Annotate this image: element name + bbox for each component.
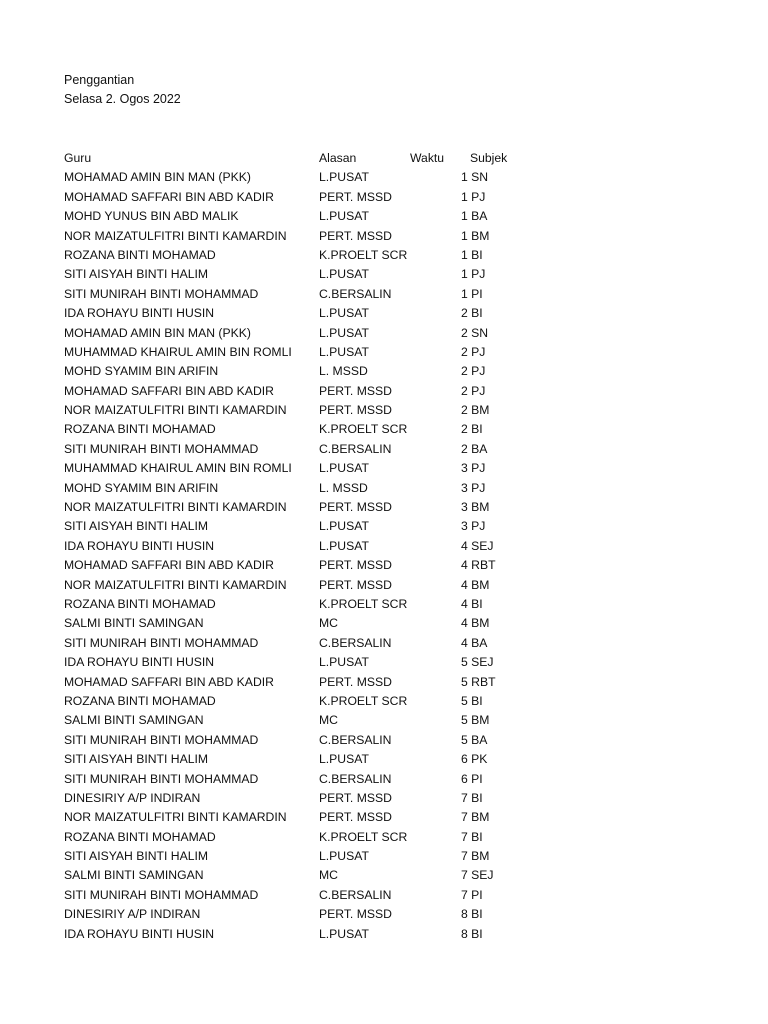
cell-guru: DINESIRIY A/P INDIRAN bbox=[64, 790, 201, 805]
cell-alasan: MC bbox=[319, 713, 338, 728]
cell-alasan: PERT. MSSD bbox=[319, 790, 392, 805]
cell-alasan: L.PUSAT bbox=[319, 267, 369, 282]
cell-guru: NOR MAIZATULFITRI BINTI KAMARDIN bbox=[64, 810, 287, 825]
cell-guru: ROZANA BINTI MOHAMAD bbox=[64, 596, 216, 611]
document-date: Selasa 2. Ogos 2022 bbox=[64, 92, 181, 106]
cell-alasan: PERT. MSSD bbox=[319, 403, 392, 418]
cell-guru: SALMI BINTI SAMINGAN bbox=[64, 868, 204, 883]
cell-subjek: 6 PK bbox=[461, 752, 488, 767]
cell-subjek: 2 PJ bbox=[461, 364, 486, 379]
cell-alasan: PERT. MSSD bbox=[319, 383, 392, 398]
table-row bbox=[64, 634, 534, 653]
cell-subjek: 4 BI bbox=[461, 596, 483, 611]
cell-alasan: C.BERSALIN bbox=[319, 887, 392, 902]
cell-guru: MUHAMMAD KHAIRUL AMIN BIN ROMLI bbox=[64, 461, 292, 476]
table-row bbox=[64, 556, 534, 575]
cell-guru: MOHD SYAMIM BIN ARIFIN bbox=[64, 480, 219, 495]
cell-guru: MOHD YUNUS BIN ABD MALIK bbox=[64, 209, 239, 224]
table-row bbox=[64, 440, 534, 459]
cell-alasan: L.PUSAT bbox=[319, 325, 369, 340]
cell-guru: NOR MAIZATULFITRI BINTI KAMARDIN bbox=[64, 577, 287, 592]
cell-subjek: 7 BI bbox=[461, 829, 483, 844]
cell-subjek: 2 BI bbox=[461, 306, 483, 321]
cell-subjek: 8 BI bbox=[461, 926, 483, 941]
cell-alasan: L.PUSAT bbox=[319, 519, 369, 534]
table-row bbox=[64, 285, 534, 304]
cell-subjek: 4 BM bbox=[461, 616, 490, 631]
cell-subjek: 6 PI bbox=[461, 771, 483, 786]
cell-subjek: 7 SEJ bbox=[461, 868, 494, 883]
cell-guru: IDA ROHAYU BINTI HUSIN bbox=[64, 655, 215, 670]
cell-alasan: PERT. MSSD bbox=[319, 228, 392, 243]
cell-alasan: L.PUSAT bbox=[319, 849, 369, 864]
cell-subjek: 5 SEJ bbox=[461, 655, 494, 670]
cell-subjek: 8 BI bbox=[461, 907, 483, 922]
table-row bbox=[64, 498, 534, 517]
table-row bbox=[64, 789, 534, 808]
table-row bbox=[64, 653, 534, 672]
table-row bbox=[64, 711, 534, 730]
table-row bbox=[64, 362, 534, 381]
table-row bbox=[64, 459, 534, 478]
table-header-row bbox=[64, 149, 534, 168]
table-row bbox=[64, 537, 534, 556]
cell-alasan: K.PROELT SCR bbox=[319, 829, 408, 844]
table-row bbox=[64, 905, 534, 924]
cell-subjek: 1 PJ bbox=[461, 189, 486, 204]
table-row bbox=[64, 808, 534, 827]
table-row bbox=[64, 382, 534, 401]
cell-guru: MOHAMAD SAFFARI BIN ABD KADIR bbox=[64, 189, 274, 204]
cell-subjek: 3 PJ bbox=[461, 519, 486, 534]
table-body bbox=[64, 168, 534, 944]
cell-subjek: 3 PJ bbox=[461, 480, 486, 495]
header-alasan: Alasan bbox=[319, 151, 357, 165]
cell-guru: SITI MUNIRAH BINTI MOHAMMAD bbox=[64, 732, 259, 747]
cell-subjek: 5 BI bbox=[461, 693, 483, 708]
cell-alasan: L.PUSAT bbox=[319, 926, 369, 941]
table-row bbox=[64, 847, 534, 866]
cell-subjek: 2 PJ bbox=[461, 344, 486, 359]
cell-alasan: L. MSSD bbox=[319, 364, 368, 379]
table-row bbox=[64, 576, 534, 595]
cell-alasan: PERT. MSSD bbox=[319, 907, 392, 922]
cell-guru: SALMI BINTI SAMINGAN bbox=[64, 616, 204, 631]
table-row bbox=[64, 925, 534, 944]
cell-alasan: MC bbox=[319, 616, 338, 631]
cell-guru: NOR MAIZATULFITRI BINTI KAMARDIN bbox=[64, 228, 287, 243]
cell-alasan: K.PROELT SCR bbox=[319, 596, 408, 611]
table-row bbox=[64, 770, 534, 789]
cell-subjek: 2 BI bbox=[461, 422, 483, 437]
table-row bbox=[64, 614, 534, 633]
header-subjek: Subjek bbox=[470, 151, 508, 165]
cell-subjek: 4 RBT bbox=[461, 558, 496, 573]
cell-alasan: L.PUSAT bbox=[319, 209, 369, 224]
cell-alasan: MC bbox=[319, 868, 338, 883]
cell-alasan: PERT. MSSD bbox=[319, 810, 392, 825]
cell-alasan: C.BERSALIN bbox=[319, 441, 392, 456]
table-row bbox=[64, 401, 534, 420]
cell-guru: ROZANA BINTI MOHAMAD bbox=[64, 247, 216, 262]
cell-subjek: 3 PJ bbox=[461, 461, 486, 476]
table-row bbox=[64, 866, 534, 885]
cell-alasan: K.PROELT SCR bbox=[319, 247, 408, 262]
table-row bbox=[64, 168, 534, 187]
cell-guru: MOHD SYAMIM BIN ARIFIN bbox=[64, 364, 219, 379]
substitution-table bbox=[64, 149, 534, 944]
cell-guru: IDA ROHAYU BINTI HUSIN bbox=[64, 538, 215, 553]
cell-guru: NOR MAIZATULFITRI BINTI KAMARDIN bbox=[64, 500, 287, 515]
cell-subjek: 1 BI bbox=[461, 247, 483, 262]
cell-subjek: 5 BA bbox=[461, 732, 488, 747]
cell-guru: SITI MUNIRAH BINTI MOHAMMAD bbox=[64, 635, 259, 650]
cell-alasan: L. MSSD bbox=[319, 480, 368, 495]
cell-guru: SITI MUNIRAH BINTI MOHAMMAD bbox=[64, 771, 259, 786]
cell-guru: NOR MAIZATULFITRI BINTI KAMARDIN bbox=[64, 403, 287, 418]
cell-alasan: PERT. MSSD bbox=[319, 558, 392, 573]
cell-alasan: PERT. MSSD bbox=[319, 500, 392, 515]
cell-guru: IDA ROHAYU BINTI HUSIN bbox=[64, 306, 215, 321]
cell-subjek: 7 BI bbox=[461, 790, 483, 805]
table-row bbox=[64, 750, 534, 769]
cell-subjek: 7 BM bbox=[461, 810, 490, 825]
cell-alasan: PERT. MSSD bbox=[319, 577, 392, 592]
cell-alasan: L.PUSAT bbox=[319, 655, 369, 670]
cell-subjek: 2 SN bbox=[461, 325, 489, 340]
header-guru: Guru bbox=[64, 151, 92, 165]
cell-guru: IDA ROHAYU BINTI HUSIN bbox=[64, 926, 215, 941]
table-row bbox=[64, 207, 534, 226]
table-row bbox=[64, 304, 534, 323]
document-title: Penggantian bbox=[64, 73, 135, 87]
cell-subjek: 1 SN bbox=[461, 170, 489, 185]
cell-guru: MOHAMAD SAFFARI BIN ABD KADIR bbox=[64, 383, 274, 398]
table-row bbox=[64, 227, 534, 246]
table-row bbox=[64, 479, 534, 498]
table-row bbox=[64, 324, 534, 343]
cell-alasan: C.BERSALIN bbox=[319, 635, 392, 650]
cell-subjek: 7 BM bbox=[461, 849, 490, 864]
header-waktu: Waktu bbox=[410, 151, 445, 165]
table-row bbox=[64, 246, 534, 265]
cell-guru: MUHAMMAD KHAIRUL AMIN BIN ROMLI bbox=[64, 344, 292, 359]
cell-guru: MOHAMAD SAFFARI BIN ABD KADIR bbox=[64, 674, 274, 689]
table-row bbox=[64, 265, 534, 284]
cell-subjek: 1 PI bbox=[461, 286, 483, 301]
cell-guru: SITI AISYAH BINTI HALIM bbox=[64, 752, 209, 767]
cell-guru: MOHAMAD AMIN BIN MAN (PKK) bbox=[64, 325, 251, 340]
cell-alasan: PERT. MSSD bbox=[319, 674, 392, 689]
cell-guru: SITI MUNIRAH BINTI MOHAMMAD bbox=[64, 441, 259, 456]
cell-guru: SALMI BINTI SAMINGAN bbox=[64, 713, 204, 728]
cell-subjek: 4 SEJ bbox=[461, 538, 494, 553]
cell-subjek: 4 BA bbox=[461, 635, 488, 650]
cell-alasan: K.PROELT SCR bbox=[319, 693, 408, 708]
cell-subjek: 2 BM bbox=[461, 403, 490, 418]
cell-guru: SITI MUNIRAH BINTI MOHAMMAD bbox=[64, 887, 259, 902]
cell-alasan: C.BERSALIN bbox=[319, 771, 392, 786]
cell-alasan: C.BERSALIN bbox=[319, 286, 392, 301]
table-row bbox=[64, 692, 534, 711]
table-row bbox=[64, 673, 534, 692]
table-row bbox=[64, 343, 534, 362]
cell-guru: SITI MUNIRAH BINTI MOHAMMAD bbox=[64, 286, 259, 301]
cell-guru: ROZANA BINTI MOHAMAD bbox=[64, 829, 216, 844]
cell-subjek: 3 BM bbox=[461, 500, 490, 515]
table-row bbox=[64, 595, 534, 614]
cell-guru: SITI AISYAH BINTI HALIM bbox=[64, 267, 209, 282]
table-row bbox=[64, 517, 534, 536]
cell-alasan: L.PUSAT bbox=[319, 306, 369, 321]
cell-alasan: L.PUSAT bbox=[319, 344, 369, 359]
table-row bbox=[64, 188, 534, 207]
cell-guru: ROZANA BINTI MOHAMAD bbox=[64, 693, 216, 708]
cell-subjek: 5 RBT bbox=[461, 674, 496, 689]
cell-guru: MOHAMAD AMIN BIN MAN (PKK) bbox=[64, 170, 251, 185]
cell-guru: MOHAMAD SAFFARI BIN ABD KADIR bbox=[64, 558, 274, 573]
cell-guru: SITI AISYAH BINTI HALIM bbox=[64, 849, 209, 864]
cell-subjek: 1 PJ bbox=[461, 267, 486, 282]
cell-subjek: 2 PJ bbox=[461, 383, 486, 398]
cell-guru: DINESIRIY A/P INDIRAN bbox=[64, 907, 201, 922]
cell-subjek: 4 BM bbox=[461, 577, 490, 592]
cell-subjek: 1 BM bbox=[461, 228, 490, 243]
cell-alasan: L.PUSAT bbox=[319, 461, 369, 476]
cell-alasan: L.PUSAT bbox=[319, 752, 369, 767]
cell-alasan: C.BERSALIN bbox=[319, 732, 392, 747]
cell-alasan: PERT. MSSD bbox=[319, 189, 392, 204]
cell-subjek: 2 BA bbox=[461, 441, 488, 456]
cell-guru: ROZANA BINTI MOHAMAD bbox=[64, 422, 216, 437]
table-row bbox=[64, 731, 534, 750]
cell-alasan: K.PROELT SCR bbox=[319, 422, 408, 437]
table-row bbox=[64, 420, 534, 439]
cell-alasan: L.PUSAT bbox=[319, 170, 369, 185]
cell-subjek: 5 BM bbox=[461, 713, 490, 728]
table-row bbox=[64, 886, 534, 905]
cell-alasan: L.PUSAT bbox=[319, 538, 369, 553]
cell-subjek: 1 BA bbox=[461, 209, 488, 224]
table-row bbox=[64, 828, 534, 847]
cell-subjek: 7 PI bbox=[461, 887, 483, 902]
cell-guru: SITI AISYAH BINTI HALIM bbox=[64, 519, 209, 534]
